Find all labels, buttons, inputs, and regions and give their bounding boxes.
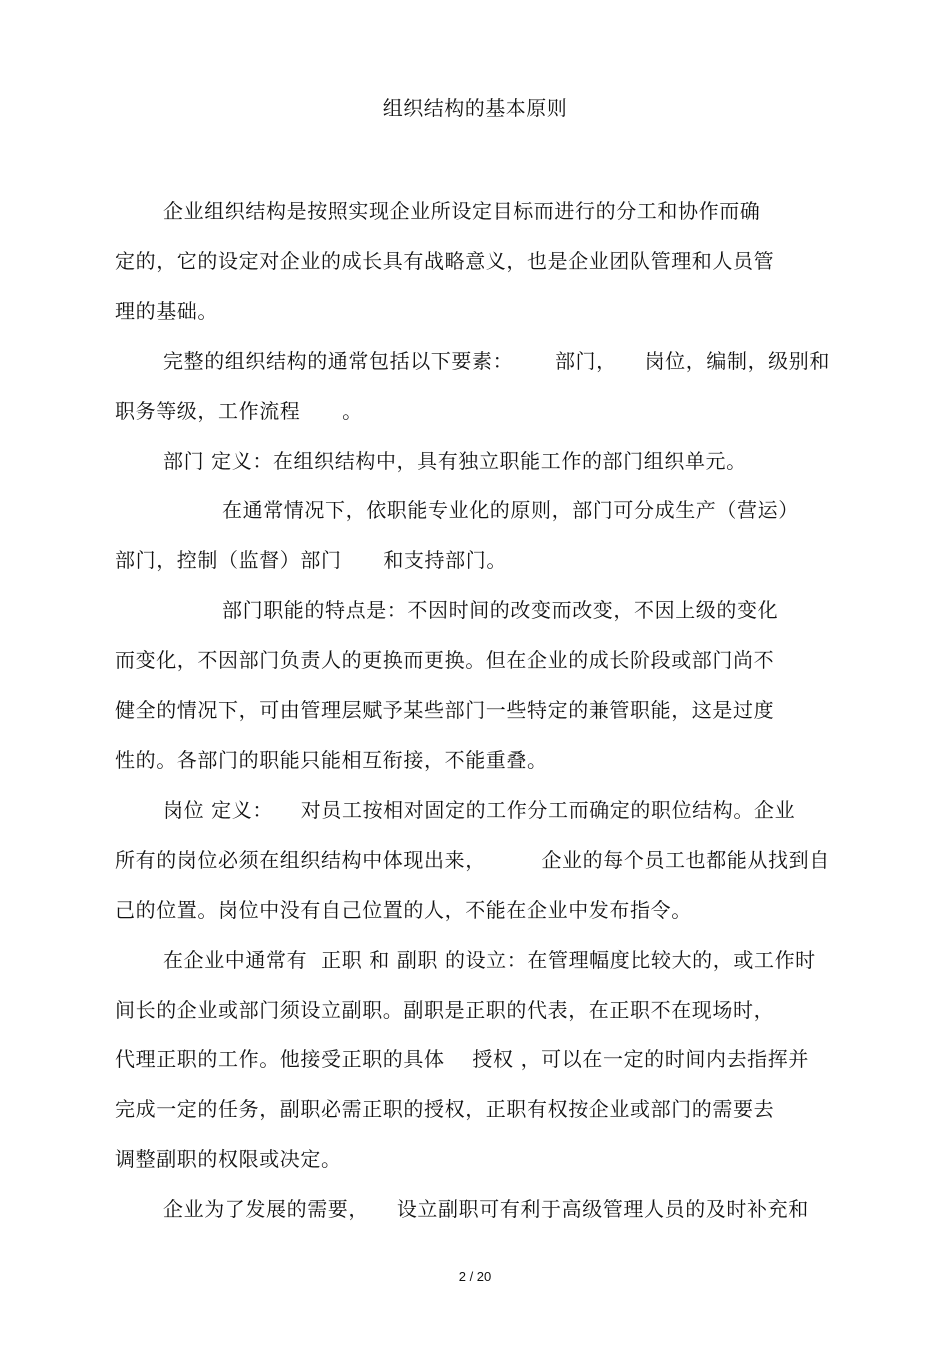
paragraph-line: 理的基础。 <box>115 299 218 323</box>
paragraph-line: 岗位 定义： 对员工按相对固定的工作分工而确定的职位结构。企业 <box>163 798 796 822</box>
document-title: 组织结构的基本原则 <box>382 96 568 120</box>
paragraph-line: 而变化，不因部门负责人的更换而更换。但在企业的成长阶段或部门尚不 <box>115 648 775 672</box>
paragraph-line: 间长的企业或部门须设立副职。副职是正职的代表，在正职不在现场时， <box>115 998 775 1022</box>
paragraph-line: 部门职能的特点是：不因时间的改变而改变，不因上级的变化 <box>222 598 779 622</box>
paragraph-line: 定的，它的设定对企业的成长具有战略意义，也是企业团队管理和人员管 <box>115 249 775 273</box>
paragraph-line: 在企业中通常有 正职 和 副职 的设立：在管理幅度比较大的，或工作时 <box>163 948 816 972</box>
paragraph-line: 企业组织结构是按照实现企业所设定目标而进行的分工和协作而确 <box>163 199 761 223</box>
paragraph-line: 调整副职的权限或决定。 <box>115 1147 342 1171</box>
paragraph-line: 性的。各部门的职能只能相互衔接，不能重叠。 <box>115 748 548 772</box>
paragraph-line: 完整的组织结构的通常包括以下要素： 部门， 岗位，编制，级别和 <box>163 349 830 373</box>
paragraph-line: 所有的岗位必须在组织结构中体现出来， 企业的每个员工也都能从找到自 <box>115 848 830 872</box>
page-number: 2 / 20 <box>458 1269 492 1284</box>
paragraph-line: 部门 定义：在组织结构中，具有独立职能工作的部门组织单元。 <box>163 449 747 473</box>
paragraph-line: 己的位置。岗位中没有自己位置的人，不能在企业中发布指令。 <box>115 898 692 922</box>
paragraph-line: 在通常情况下，依职能专业化的原则，部门可分成生产（营运） <box>222 498 799 522</box>
paragraph-line: 部门，控制（监督）部门 和支持部门。 <box>115 548 507 572</box>
paragraph-line: 完成一定的任务，副职必需正职的授权，正职有权按企业或部门的需要去 <box>115 1097 775 1121</box>
paragraph-line: 职务等级，工作流程 。 <box>115 399 363 423</box>
paragraph-line: 代理正职的工作。他接受正职的具体 授权 ，可以在一定的时间内去指挥并 <box>115 1047 809 1071</box>
paragraph-line: 企业为了发展的需要， 设立副职可有利于高级管理人员的及时补充和 <box>163 1197 809 1221</box>
paragraph-line: 健全的情况下，可由管理层赋予某些部门一些特定的兼管职能，这是过度 <box>115 698 775 722</box>
